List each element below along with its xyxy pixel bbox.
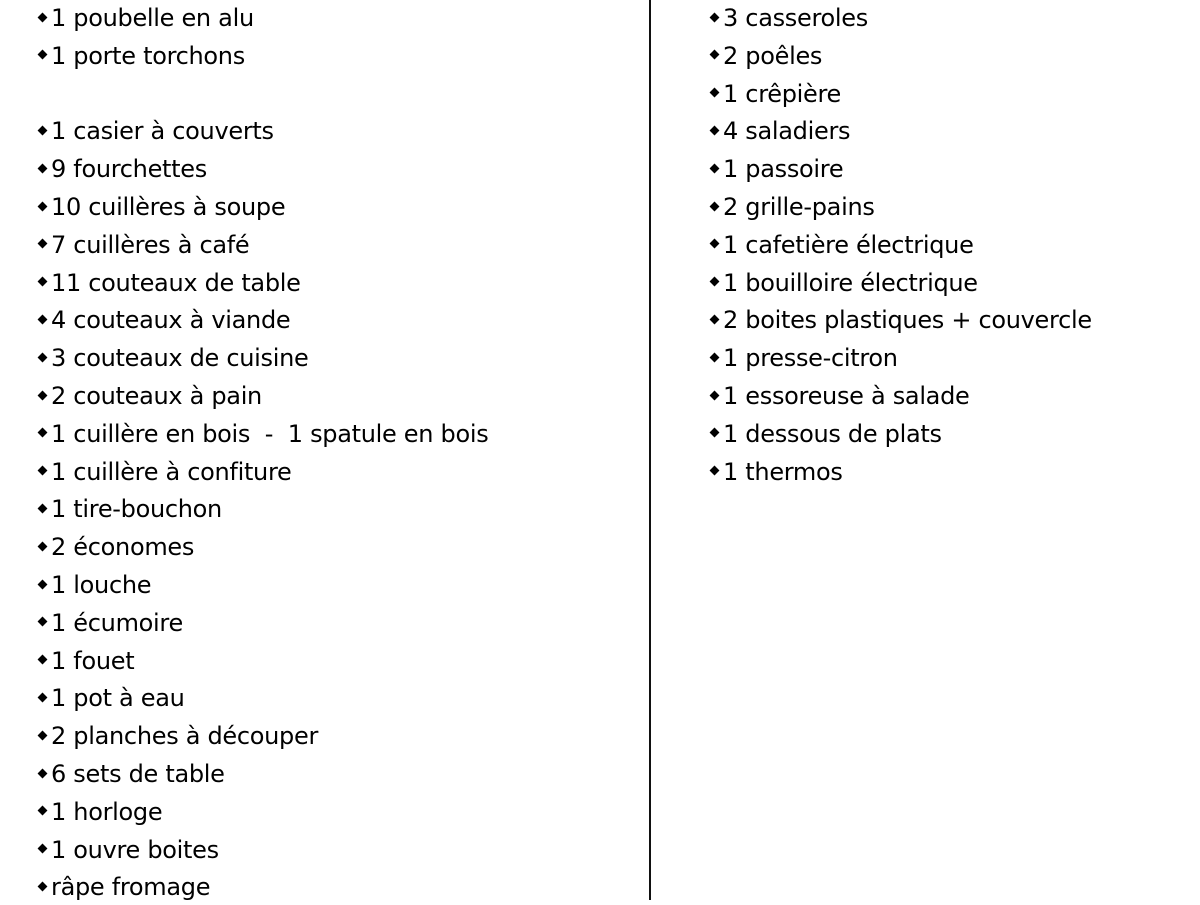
list-item-label: 1 crêpière [723, 79, 841, 108]
diamond-bullet-icon [38, 352, 48, 362]
diamond-bullet-icon [38, 541, 48, 551]
list-item [709, 454, 843, 490]
diamond-bullet-icon [38, 314, 48, 324]
diamond-bullet-icon [38, 428, 48, 438]
diamond-bullet-icon [38, 390, 48, 400]
list-item [37, 643, 134, 679]
diamond-bullet-icon [710, 88, 720, 98]
list-item [37, 265, 301, 301]
list-item-label: 1 thermos [723, 457, 843, 486]
list-item [37, 302, 290, 338]
list-item [37, 38, 245, 74]
list-item [709, 0, 868, 36]
diamond-bullet-icon [38, 768, 48, 778]
list-item-label: râpe fromage [51, 873, 211, 902]
list-item-label: 1 écumoire [51, 608, 183, 637]
diamond-bullet-icon [38, 806, 48, 816]
diamond-bullet-icon [38, 655, 48, 665]
list-item-label: 2 économes [51, 533, 195, 562]
diamond-bullet-icon [38, 277, 48, 287]
list-item [709, 340, 898, 376]
list-item [709, 189, 875, 225]
diamond-bullet-icon [710, 314, 720, 324]
diamond-bullet-icon [38, 730, 48, 740]
list-item-label: 1 poubelle en alu [51, 4, 254, 32]
column-divider [649, 0, 651, 900]
list-item [37, 794, 162, 830]
list-item [37, 0, 254, 36]
list-item [37, 491, 222, 527]
diamond-bullet-icon [38, 50, 48, 60]
diamond-bullet-icon [38, 12, 48, 22]
list-item-label: 4 saladiers [723, 117, 851, 146]
list-item-label: 2 couteaux à pain [51, 382, 262, 410]
diamond-bullet-icon [38, 125, 48, 135]
list-item-label: 1 presse-citron [723, 344, 898, 373]
list-item-label: 1 casier à couverts [51, 117, 274, 146]
diamond-bullet-icon [38, 201, 48, 211]
diamond-bullet-icon [710, 277, 720, 287]
list-item-label: 1 porte torchons [51, 41, 245, 70]
diamond-bullet-icon [38, 239, 48, 249]
list-item-label: 1 cuillère à confiture [51, 457, 292, 486]
diamond-bullet-icon [38, 844, 48, 854]
list-item [37, 680, 185, 716]
diamond-bullet-icon [710, 50, 720, 60]
list-item-label: 1 dessous de plats [723, 419, 942, 448]
list-item [37, 454, 291, 490]
list-item [709, 416, 942, 452]
list-item-label: 1 pot à eau [51, 684, 185, 713]
diamond-bullet-icon [710, 125, 720, 135]
list-item-label: 4 couteaux à viande [51, 306, 291, 335]
list-item-label: 1 cafetière électrique [723, 230, 974, 259]
list-item [709, 76, 841, 112]
list-item-label: 1 bouilloire électrique [723, 268, 978, 297]
list-item-label: 1 passoire [723, 155, 844, 184]
diamond-bullet-icon [710, 352, 720, 362]
list-item-label: 10 cuillères à soupe [51, 193, 286, 221]
list-item [37, 227, 249, 263]
diamond-bullet-icon [710, 163, 720, 173]
diamond-bullet-icon [710, 201, 720, 211]
list-item [37, 832, 219, 868]
diamond-bullet-icon [710, 428, 720, 438]
list-item [37, 113, 274, 149]
list-item [37, 567, 151, 603]
list-item-label: 7 cuillères à café [51, 230, 250, 259]
list-item-label: 9 fourchettes [51, 155, 207, 184]
diamond-bullet-icon [38, 466, 48, 476]
list-item-label: 1 tire-bouchon [51, 495, 222, 524]
list-item-label: 1 louche [51, 571, 152, 599]
list-item [709, 113, 850, 149]
list-item-label: 1 horloge [51, 797, 163, 826]
list-item-label: 2 boites plastiques + couvercle [723, 306, 1092, 335]
list-item-label: 2 planches à découper [51, 722, 319, 751]
diamond-bullet-icon [38, 163, 48, 173]
diamond-bullet-icon [38, 579, 48, 589]
list-item [37, 756, 225, 792]
list-item [37, 605, 183, 641]
list-item-label: 2 grille-pains [723, 193, 875, 221]
list-item-label: 11 couteaux de table [51, 268, 301, 297]
list-item-label: 1 cuillère en bois - 1 spatule en bois [51, 419, 489, 448]
diamond-bullet-icon [710, 390, 720, 400]
list-item [37, 718, 318, 754]
list-item [709, 227, 974, 263]
list-item-label: 1 fouet [51, 646, 135, 675]
list-item-label: 2 poêles [723, 41, 823, 70]
list-item-label: 3 casseroles [723, 4, 868, 32]
diamond-bullet-icon [38, 503, 48, 513]
diamond-bullet-icon [710, 12, 720, 22]
diamond-bullet-icon [38, 692, 48, 702]
diamond-bullet-icon [710, 239, 720, 249]
list-item [709, 151, 843, 187]
list-item [709, 302, 1092, 338]
diamond-bullet-icon [38, 617, 48, 627]
list-item [709, 265, 978, 301]
list-item [37, 416, 488, 452]
list-item [37, 151, 207, 187]
list-item [37, 378, 262, 414]
diamond-bullet-icon [710, 466, 720, 476]
diamond-bullet-icon [38, 881, 48, 891]
list-item [709, 38, 822, 74]
list-item [37, 189, 285, 225]
list-item [37, 340, 308, 376]
list-item-label: 1 ouvre boites [51, 835, 219, 864]
list-item [37, 529, 194, 565]
list-item-label: 6 sets de table [51, 760, 225, 788]
list-item-label: 3 couteaux de cuisine [51, 344, 309, 373]
list-item [709, 378, 970, 414]
list-item-label: 1 essoreuse à salade [723, 382, 970, 410]
